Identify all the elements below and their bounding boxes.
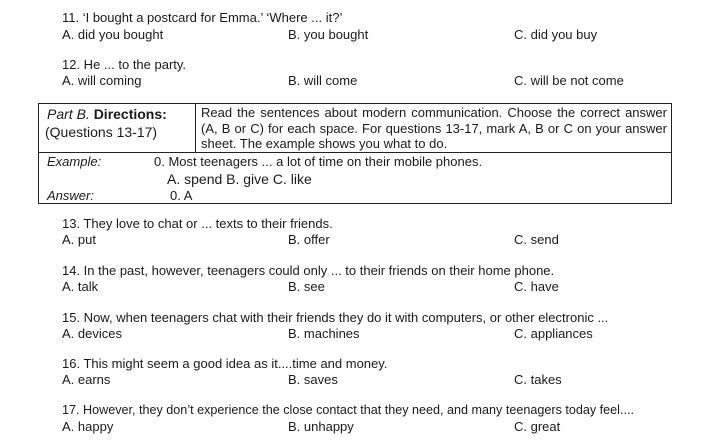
question-14-option-a: A. talk bbox=[62, 279, 99, 294]
question-13-option-a: A. put bbox=[62, 232, 96, 247]
question-14-option-c: C. have bbox=[514, 279, 559, 294]
question-11-stem: 11. ‘I bought a postcard for Emma.’ ‘Where ... it?’ bbox=[62, 10, 343, 25]
directions-text: Read the sentences about modern communication. Choose the correct answer (A, B or C) for each space. For questions 13-17, mark A, B or C on your answer sheet. The example shows you what to do. bbox=[201, 105, 667, 151]
question-13-option-b: B. offer bbox=[288, 232, 330, 247]
question-12-option-a: A. will coming bbox=[62, 73, 142, 88]
questions-range: (Questions 13-17) bbox=[45, 124, 158, 140]
question-16-option-b: B. saves bbox=[288, 372, 338, 387]
box-divider-vertical bbox=[195, 104, 196, 152]
question-14-stem: 14. In the past, however, teenagers could only ... to their friends on their home phone. bbox=[62, 263, 555, 278]
question-17-option-a: A. happy bbox=[62, 419, 114, 434]
box-divider-horizontal bbox=[39, 152, 671, 153]
example-options: A. spend B. give C. like bbox=[167, 171, 312, 187]
example-sentence: 0. Most teenagers ... a lot of time on their mobile phones. bbox=[154, 154, 483, 169]
question-15-option-a: A. devices bbox=[62, 326, 122, 341]
part-label: Part B. bbox=[47, 106, 90, 122]
question-16-option-c: C. takes bbox=[514, 372, 562, 387]
question-12-option-b: B. will come bbox=[288, 73, 358, 88]
answer-label: Answer: bbox=[47, 188, 94, 203]
question-14-option-b: B. see bbox=[288, 279, 325, 294]
part-b-instructions-box bbox=[38, 103, 672, 204]
question-13-stem: 13. They love to chat or ... texts to their friends. bbox=[62, 216, 333, 231]
question-13-option-c: C. send bbox=[514, 232, 559, 247]
answer-value: 0. A bbox=[170, 188, 193, 203]
question-17-stem: 17. However, they don’t experience the close contact that they need, and many teenagers today feel.... bbox=[62, 403, 634, 417]
question-15-option-b: B. machines bbox=[288, 326, 360, 341]
question-11-option-c: C. did you buy bbox=[514, 27, 598, 42]
part-b-heading bbox=[47, 106, 167, 122]
example-label: Example: bbox=[47, 154, 102, 169]
question-15-stem: 15. Now, when teenagers chat with their friends they do it with computers, or other electronic ... bbox=[62, 310, 609, 325]
directions-label: Directions: bbox=[93, 106, 167, 122]
question-15-option-c: C. appliances bbox=[514, 326, 593, 341]
question-12-stem: 12. He ... to the party. bbox=[62, 57, 187, 72]
question-12-option-c: C. will be not come bbox=[514, 73, 624, 88]
question-11-option-a: A. did you bought bbox=[62, 27, 164, 42]
question-17-option-c: C. great bbox=[514, 419, 561, 434]
question-17-option-b: B. unhappy bbox=[288, 419, 354, 434]
question-11-option-b: B. you bought bbox=[288, 27, 369, 42]
question-16-stem: 16. This might seem a good idea as it....time and money. bbox=[62, 356, 388, 371]
question-16-option-a: A. earns bbox=[62, 372, 111, 387]
